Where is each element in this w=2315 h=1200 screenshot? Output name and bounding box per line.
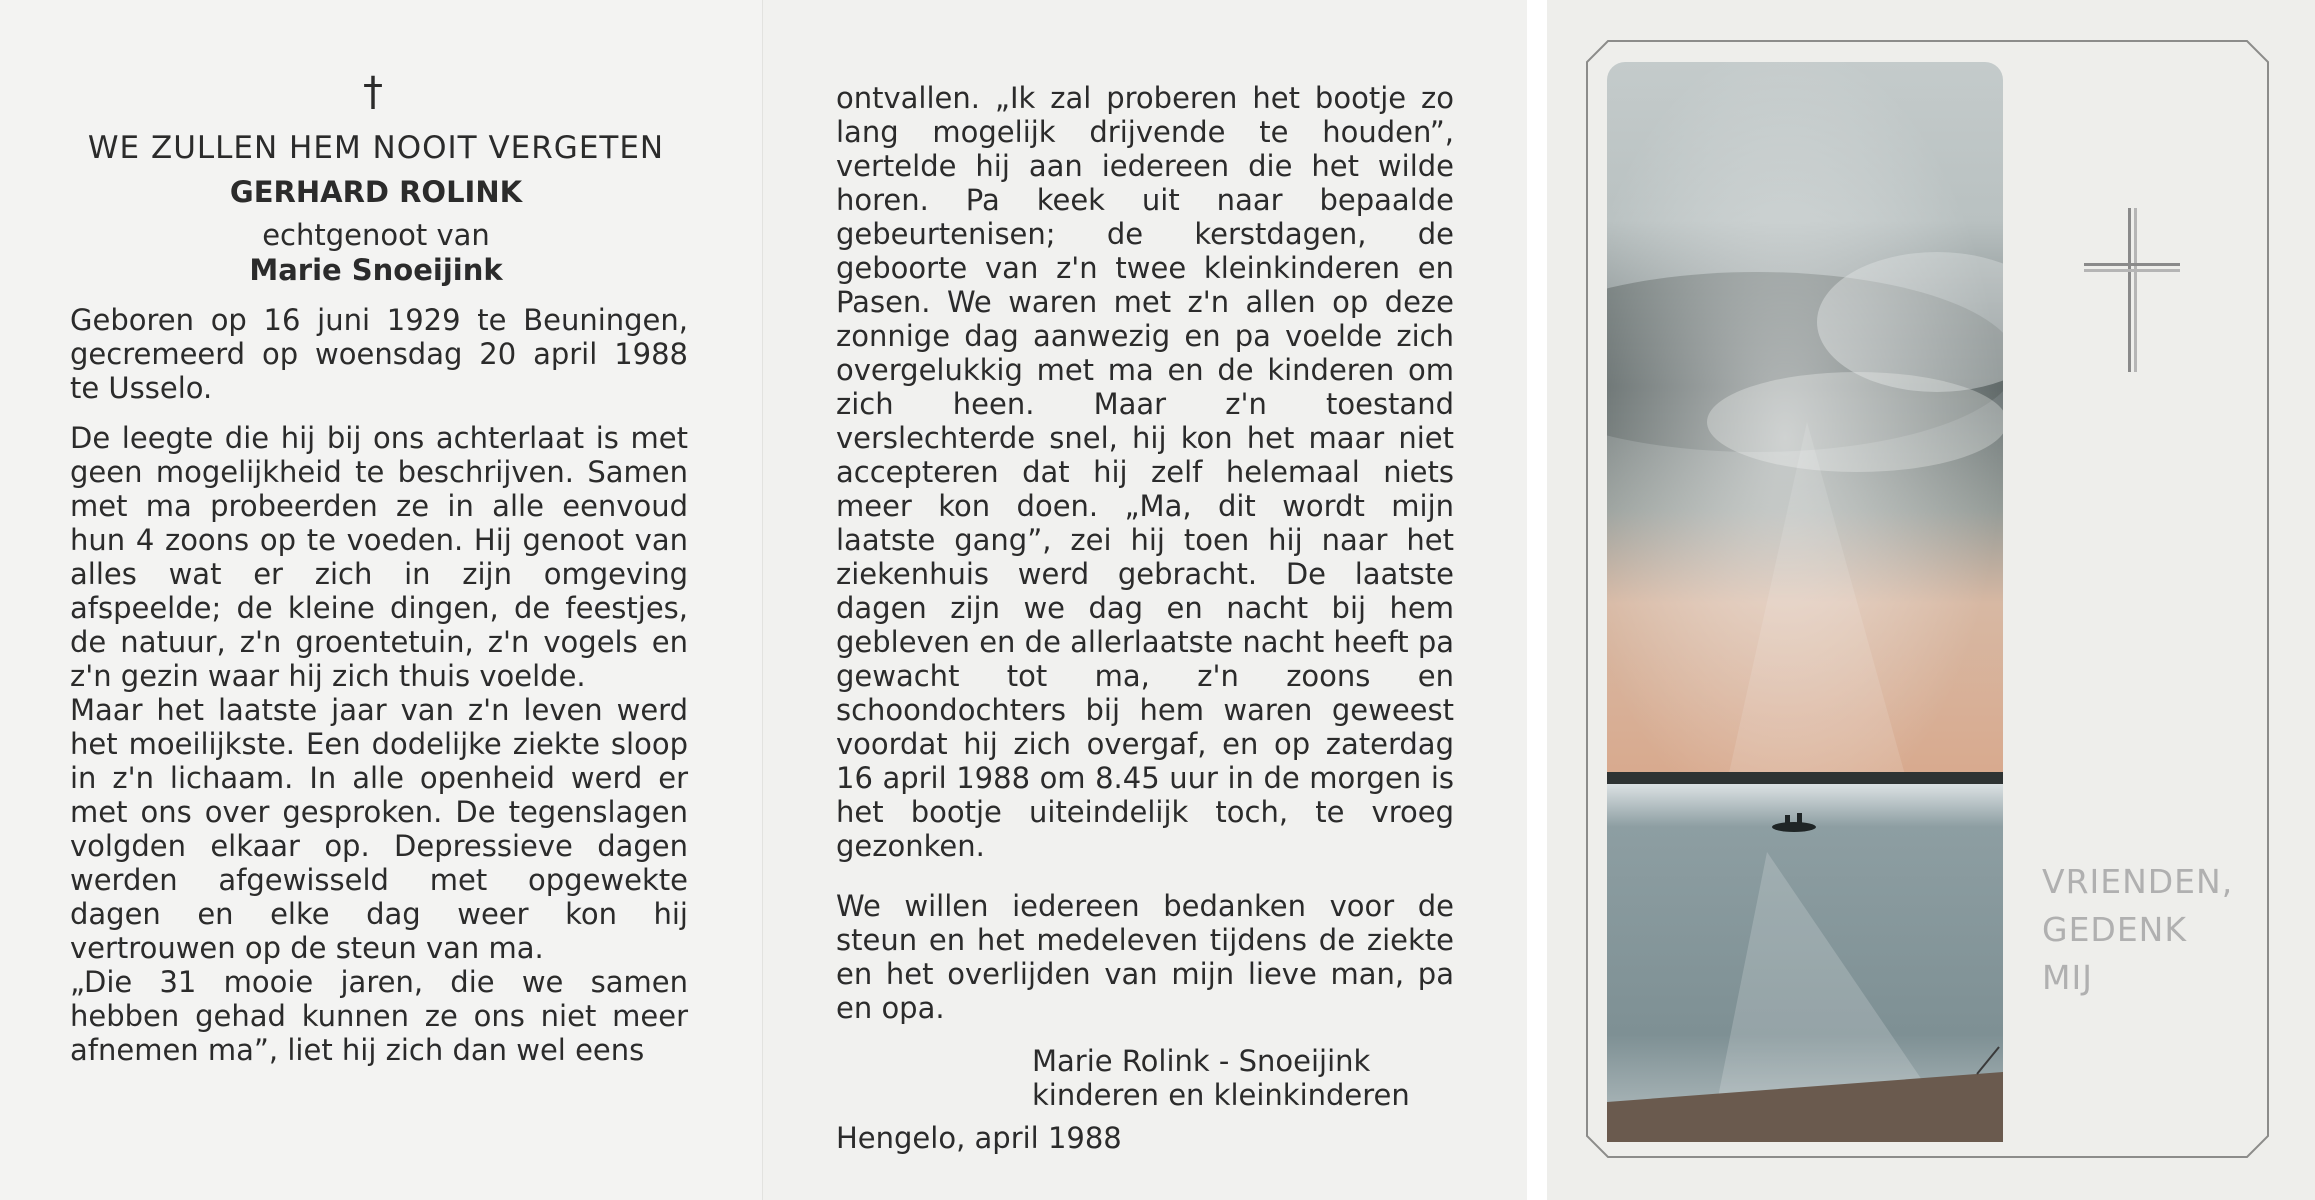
thanks-text (836, 889, 1454, 1025)
deceased-name: GERHARD ROLINK (229, 175, 523, 209)
thanks-paragraph: We willen iedereen bedanken voor de steun en het medeleven tijdens de ziekte en het overlijden van mijn lieve man, pa en opa. (836, 889, 1454, 1025)
memorial-text-middle (836, 81, 1454, 863)
left-page (0, 0, 762, 1200)
birth-death-text (70, 303, 688, 405)
motto-line-3: MIJ (2042, 958, 2093, 997)
cross-icon: † (363, 69, 383, 115)
birth-death-paragraph: Geboren op 16 juni 1929 te Beuningen, gecremeerd op woensdag 20 april 1988 te Usselo. (70, 303, 688, 405)
memorial-paragraph-3: „Die 31 mooie jaren, die we samen hebben gehad kunnen ze ons niet meer afnemen ma”, liet hij zich dan wel eens (70, 965, 688, 1067)
spouse-label: echtgenoot van (262, 218, 490, 252)
motto (2042, 858, 2233, 1002)
cross-icon-silver (2084, 208, 2180, 372)
memorial-text-left (70, 421, 688, 1067)
memorial-paragraph-1: De leegte die hij bij ons achterlaat is met geen mogelijkheid te beschrijven. Samen met ma probeerden ze in alle eenvoud hun 4 zoons op te voeden. Hij genoot van alles wat er zich in zijn omgeving afspeelde; de kleine dingen, de feestjes, de natuur, z'n groentetuin, z'n vogels en z'n gezin waar hij zich thuis voelde. (70, 421, 688, 693)
memorial-paragraph-4: ontvallen. „Ik zal proberen het bootje zo lang mogelijk drijvende te houden”, vertelde hij aan iedereen die het wilde horen. Pa keek uit naar bepaalde gebeurtenisen; de kerstdagen, de geboorte van z'n twee kleinkinderen en Pasen. We waren met z'n allen op deze zonnige dag aanwezig en pa voelde zich overgelukkig met ma en de kinderen om zich heen. Maar z'n toestand verslechterde snel, hij kon het maar niet accepteren dat hij zelf helemaal niets meer kon doen. „Ma, dit wordt mijn laatste gang”, zei hij toen hij naar het ziekenhuis werd gebracht. De laatste dagen zijn we dag en nacht bij hem gebleven en de allerlaatste nacht heeft pa gewacht tot ma, z'n zoons en schoondochters bij hem waren geweest voordat hij zich overgaf, en op zaterdag 16 april 1988 om 8.45 uur in de morgen is het bootje uiteindelijk toch, te vroeg gezonken. (836, 81, 1454, 863)
heading: WE ZULLEN HEM NOOIT VERGETEN (87, 130, 665, 166)
signature-line-2: kinderen en kleinkinderen (1032, 1078, 1410, 1112)
page-gap (1527, 0, 1547, 1200)
spouse-name: Marie Snoeijink (249, 253, 503, 287)
place-date: Hengelo, april 1988 (836, 1121, 1122, 1155)
motto-line-1: VRIENDEN, (2042, 862, 2234, 901)
memorial-paragraph-2: Maar het laatste jaar van z'n leven werd het moeilijkste. Een dodelijke ziekte sloop in z'n lichaam. In alle openheid werd er met ons over gesproken. De tegenslagen volgden elkaar op. Depressieve dagen werden afgewisseld met opgewekte dagen en elke dag weer kon hij vertrouwen op de steun van ma. (70, 693, 688, 965)
sunset-lake-photo (1607, 62, 2003, 1142)
signature-line-1: Marie Rolink - Snoeijink (1032, 1044, 1371, 1078)
motto-line-2: GEDENK (2042, 910, 2188, 949)
